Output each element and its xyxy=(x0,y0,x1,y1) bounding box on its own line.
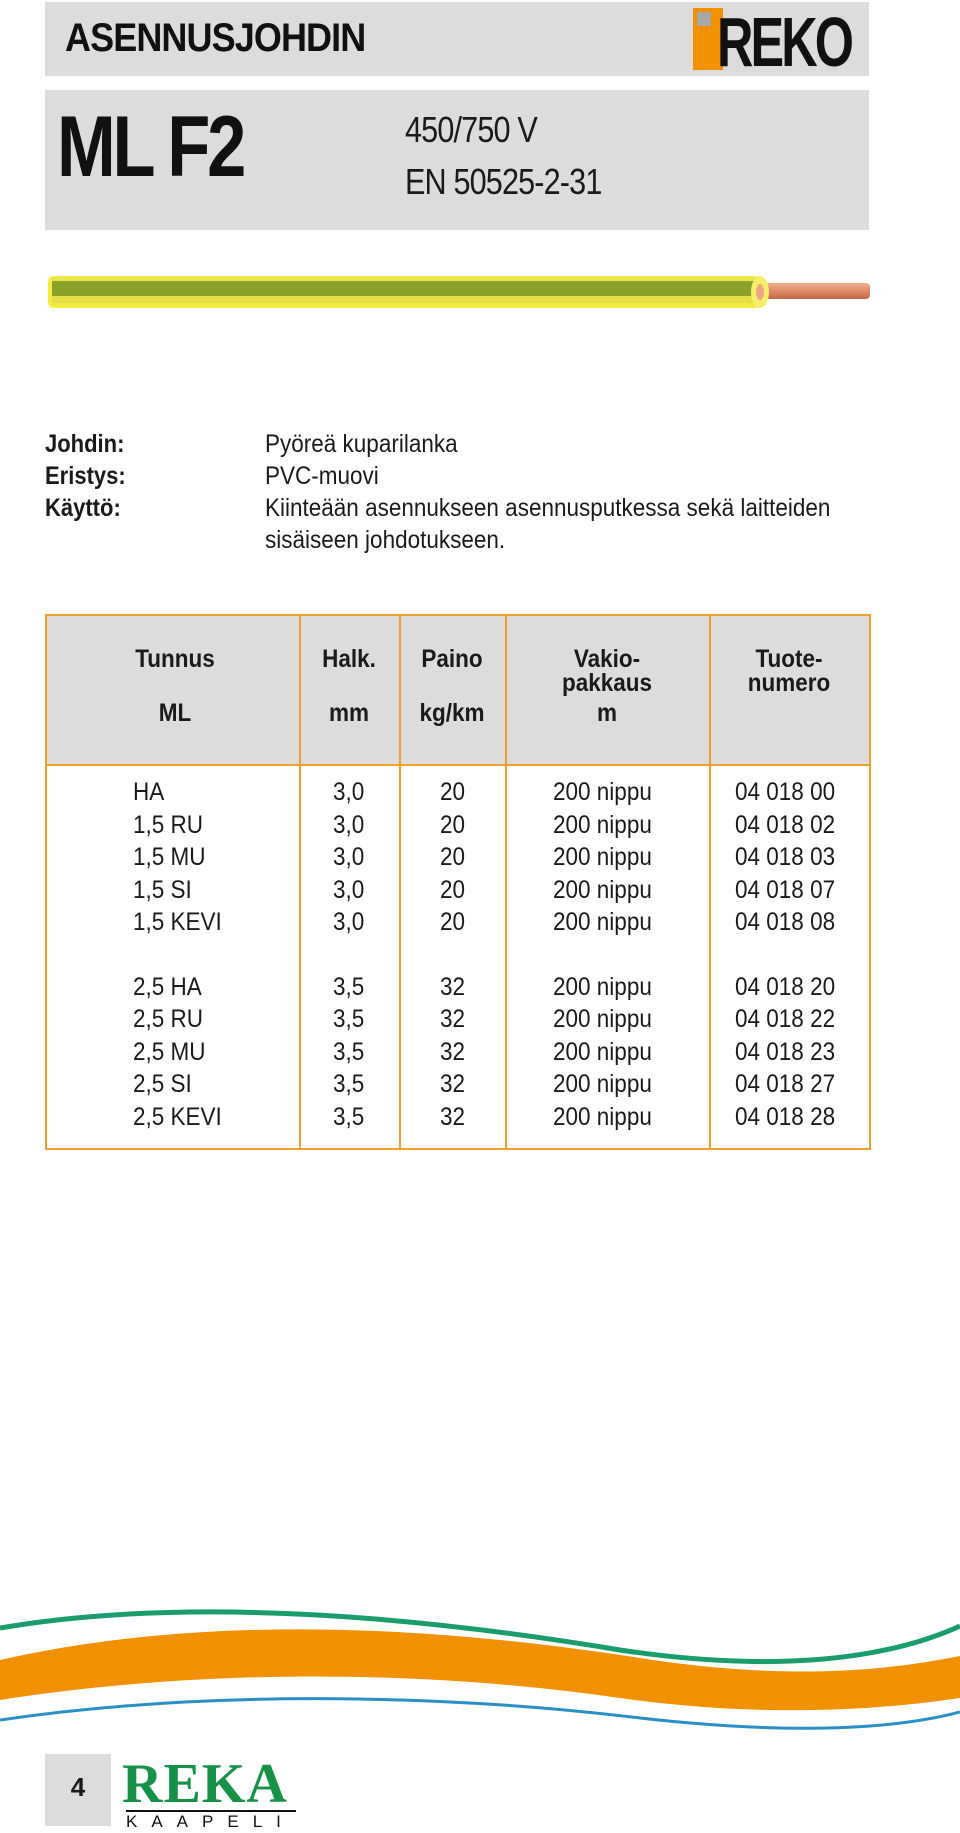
column-header: numero xyxy=(747,669,831,697)
reko-logo xyxy=(693,3,852,81)
reka-logo-text: REKA xyxy=(122,1753,288,1815)
header-bar xyxy=(45,2,869,81)
table-cell: 20 xyxy=(440,810,466,839)
table-cell: 1,5 KEVI xyxy=(133,908,222,936)
table-cell: 1,5 RU xyxy=(133,810,204,839)
table-cell: 20 xyxy=(440,908,466,936)
standard-code: EN 50525-2-31 xyxy=(405,161,602,202)
table-cell: 04 018 22 xyxy=(735,1005,836,1033)
property-value: Kiinteään asennukseen asennusputkessa sekä laitteiden xyxy=(265,494,831,522)
table-cell: 3,0 xyxy=(333,875,365,904)
table-cell: 20 xyxy=(440,843,466,871)
product-name: ML F2 xyxy=(57,99,244,195)
table-cell: 3,5 xyxy=(333,972,365,1001)
table-cell: 3,0 xyxy=(333,908,365,936)
property-row-conductor xyxy=(45,428,885,460)
column-divider xyxy=(505,616,507,1148)
table-cell: 1,5 MU xyxy=(133,843,206,871)
footer-waves xyxy=(0,1600,960,1750)
table-cell: 200 nippu xyxy=(553,972,652,1001)
table-cell: 20 xyxy=(440,875,466,904)
table-cell: 32 xyxy=(440,1005,466,1033)
column-header: Halk. xyxy=(322,645,376,673)
column-header: m xyxy=(596,699,617,727)
table-cell: 200 nippu xyxy=(553,778,652,806)
table-cell: HA xyxy=(133,778,165,806)
table-cell: 04 018 20 xyxy=(735,972,836,1001)
column-divider xyxy=(709,616,711,1148)
table-cell: 20 xyxy=(440,778,466,806)
reka-kaapeli-logo xyxy=(122,1753,302,1831)
column-divider xyxy=(399,616,401,1148)
reko-logo-text: REKO xyxy=(717,3,852,81)
table-cell: 200 nippu xyxy=(553,1070,652,1098)
column-header: ML xyxy=(158,699,192,727)
table-cell: 04 018 27 xyxy=(735,1070,836,1098)
table-cell: 2,5 SI xyxy=(133,1070,192,1098)
property-row-usage xyxy=(45,492,885,524)
table-cell: 32 xyxy=(440,1037,466,1066)
table-cell: 2,5 RU xyxy=(133,1005,204,1033)
table-cell: 3,0 xyxy=(333,843,365,871)
column-header: kg/km xyxy=(419,699,485,727)
table-cell: 3,0 xyxy=(333,810,365,839)
table-cell: 200 nippu xyxy=(553,1102,652,1131)
table-cell: 200 nippu xyxy=(553,1037,652,1066)
table-cell: 3,5 xyxy=(333,1037,365,1066)
table-cell: 32 xyxy=(440,972,466,1001)
table-cell: 04 018 08 xyxy=(735,908,836,936)
table-cell: 2,5 MU xyxy=(133,1037,206,1066)
table-cell: 3,5 xyxy=(333,1070,365,1098)
table-cell: 3,5 xyxy=(333,1005,365,1033)
table-cell: 32 xyxy=(440,1070,466,1098)
table-cell: 04 018 07 xyxy=(735,875,836,904)
table-cell: 200 nippu xyxy=(553,908,652,936)
property-value: Pyöreä kuparilanka xyxy=(265,430,458,458)
property-row-usage-cont xyxy=(45,524,885,556)
property-value: PVC-muovi xyxy=(265,462,379,490)
table-cell: 2,5 HA xyxy=(133,972,202,1001)
table-cell: 200 nippu xyxy=(553,875,652,904)
product-specs xyxy=(405,104,636,208)
product-table xyxy=(45,614,871,1150)
table-cell: 04 018 23 xyxy=(735,1037,836,1066)
table-cell: 3,0 xyxy=(333,778,365,806)
property-label: Eristys: xyxy=(45,462,126,490)
table-cell: 04 018 02 xyxy=(735,810,836,839)
table-cell: 04 018 03 xyxy=(735,843,836,871)
page-number: 4 xyxy=(70,1772,86,1802)
section-title: ASENNUSJOHDIN xyxy=(65,16,366,60)
column-header: Vakio- xyxy=(573,645,641,673)
property-row-insulation xyxy=(45,460,885,492)
cable-image xyxy=(48,268,872,318)
column-divider xyxy=(299,616,301,1148)
table-cell: 3,5 xyxy=(333,1102,365,1131)
property-label: Johdin: xyxy=(45,430,125,458)
property-label: Käyttö: xyxy=(45,494,121,522)
table-cell: 1,5 SI xyxy=(133,875,192,904)
property-value: sisäiseen johdotukseen. xyxy=(265,526,506,554)
product-properties xyxy=(45,428,885,556)
table-cell: 2,5 KEVI xyxy=(133,1102,222,1131)
column-header: pakkaus xyxy=(561,669,653,697)
column-header: Tunnus xyxy=(135,645,215,673)
product-title-box xyxy=(45,90,869,230)
table-cell: 200 nippu xyxy=(553,1005,652,1033)
voltage-rating: 450/750 V xyxy=(405,109,537,150)
column-header: Paino xyxy=(421,645,483,673)
table-cell: 04 018 28 xyxy=(735,1102,836,1131)
table-cell: 200 nippu xyxy=(553,810,652,839)
table-cell: 04 018 00 xyxy=(735,778,836,806)
table-cell: 32 xyxy=(440,1102,466,1131)
column-header: mm xyxy=(328,699,370,727)
table-cell: 200 nippu xyxy=(553,843,652,871)
kaapeli-logo-text: KAAPELI xyxy=(126,1812,295,1831)
column-header: Tuote- xyxy=(755,645,823,673)
page-number-box xyxy=(45,1754,111,1826)
